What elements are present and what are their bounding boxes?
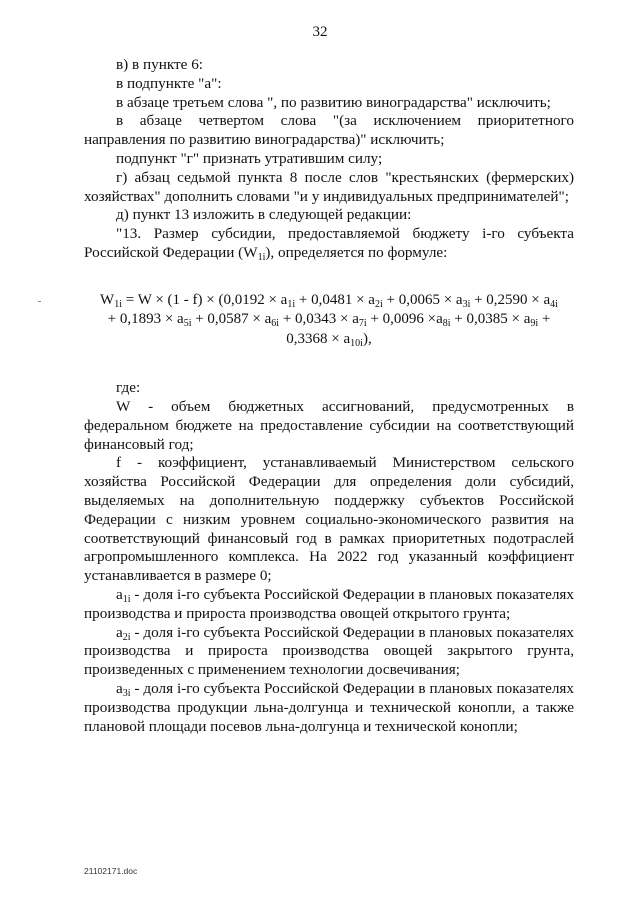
document-body xyxy=(84,56,574,736)
paragraph-13 xyxy=(84,225,574,263)
paragraph-g: г) абзац седьмой пункта 8 после слов "крестьянских (фермерских) хозяйствах" дополнить словами "и у индивидуальных предпринимателей"; xyxy=(84,168,574,205)
where-label: где: xyxy=(116,379,141,397)
footer-filename: 21102171.doc xyxy=(84,866,138,876)
definition-a2: $a_{2i}$ - доля i-го субъекта Российской Федерации в плановых показателях производства и прироста производства овощей закрытого грунта, произведенных с применением технологии досвечивания; xyxy=(84,623,574,679)
formula xyxy=(84,291,574,350)
formula-line-1: $W_{1i} = W \times (1 - f) \times (0,0192 \times a_{1i} + 0,0481 \times a_{2i} + 0,0065 \times a_{3i} + 0,2590 \times a_{4i}$ xyxy=(100,291,558,310)
page-number: 32 xyxy=(312,24,328,40)
paragraph-13-text: "13. Размер субсидии, предоставляемой бюджету i-го субъекта Российской Федерации (W xyxy=(84,225,574,261)
margin-mark xyxy=(38,301,41,302)
paragraph-d: д) пункт 13 изложить в следующей редакции: xyxy=(116,206,412,224)
paragraph-subpoint-g: подпункт "г" признать утратившим силу; xyxy=(116,149,383,167)
definition-a3: $a_{3i}$ - доля i-го субъекта Российской Федерации в плановых показателях производства продукции льна-долгунца и технической конопли, а также плановой площади посевов льна-долгунца и технической конопли; xyxy=(84,680,574,735)
paragraph-subpoint-a: в подпункте "а": xyxy=(116,74,222,92)
definition-f: f - коэффициент, устанавливаемый Министерством сельского хозяйства Российской Федерации для определения доли субсидий, выделяемых на дополнительную поддержку субъектов Российской Федерации с низким уровнем социально-экономического развития на соответствующий финансовый год в рамках приоритетных подотраслей агропромышленного комплекса. На 2022 год указанный коэффициент устанавливается в размере 0; xyxy=(84,454,574,585)
paragraph-abzac-4: в абзаце четвертом слова "(за исключением приоритетного направления по развитию виноградарства)" исключить; xyxy=(84,112,574,149)
definition-w: W - объем бюджетных ассигнований, предусмотренных в федеральном бюджете на предоставление субсидии на соответствующий финансовый год; xyxy=(84,398,574,453)
paragraph-abzac-3: в абзаце третьем слова ", по развитию виноградарства" исключить; xyxy=(116,93,551,111)
formula-line-2: + $0,1893 \times a_{5i} + 0,0587 \times a_{6i} + 0,0343 \times a_{7i} + 0,0096 \times a_{8i} + 0,0385 \times a_{9i}$ + xyxy=(107,311,551,330)
paragraph-13-end: ), определяется по формуле: xyxy=(265,243,448,261)
paragraph-13-sub: 1i xyxy=(257,251,266,263)
definition-a1: $a_{1i}$ - доля i-го субъекта Российской Федерации в плановых показателях производства и прироста производства овощей открытого грунта; xyxy=(84,586,574,622)
formula-line-3: $0,3368 \times a_{10i}$), xyxy=(286,330,372,349)
paragraph-v: в) в пункте 6: xyxy=(116,56,204,73)
